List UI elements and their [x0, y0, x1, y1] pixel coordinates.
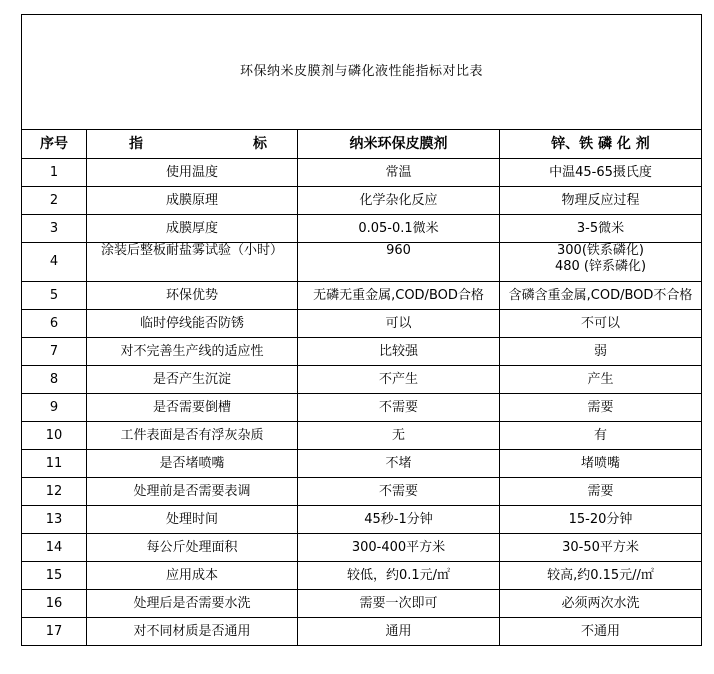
table-row [22, 282, 702, 310]
row-number: 17 [22, 618, 87, 646]
header-seq: 序号 [22, 130, 87, 159]
row-zinc-value: 3-5微米 [500, 215, 702, 243]
row-nano-value: 比较强 [298, 338, 500, 366]
row-zinc-value: 15-20分钟 [500, 506, 702, 534]
title-row [22, 15, 702, 130]
row-zinc-value: 不可以 [500, 310, 702, 338]
row-zinc-line1: 300(铁系磷化) [557, 243, 644, 258]
row-number: 4 [22, 243, 87, 282]
table-row [22, 562, 702, 590]
row-indicator: 是否产生沉淀 [87, 366, 298, 394]
row-indicator: 是否堵喷嘴 [87, 450, 298, 478]
row-indicator: 对不同材质是否通用 [87, 618, 298, 646]
table-row [22, 310, 702, 338]
table-row [22, 534, 702, 562]
table-title: 环保纳米皮膜剂与磷化液性能指标对比表 [22, 15, 702, 130]
row-number: 3 [22, 215, 87, 243]
row-indicator: 处理时间 [87, 506, 298, 534]
row-zinc-value: 较高,约0.15元//㎡ [500, 562, 702, 590]
row-zinc-value: 有 [500, 422, 702, 450]
row-number: 5 [22, 282, 87, 310]
table-row [22, 187, 702, 215]
table-row [22, 159, 702, 187]
comparison-table [21, 14, 702, 646]
row-nano-value: 960 [298, 243, 500, 282]
row-nano-value: 不堵 [298, 450, 500, 478]
row-number: 15 [22, 562, 87, 590]
row-zinc-value: 30-50平方米 [500, 534, 702, 562]
row-zinc-value: 物理反应过程 [500, 187, 702, 215]
row-number: 1 [22, 159, 87, 187]
row-zinc-line2: 480 (锌系磷化) [554, 259, 647, 274]
row-indicator: 每公斤处理面积 [87, 534, 298, 562]
row-nano-value: 0.05-0.1微米 [298, 215, 500, 243]
header-indicator-right: 标 [253, 136, 267, 152]
row-zinc-value: 含磷含重金属,COD/BOD不合格 [500, 282, 702, 310]
row-indicator: 处理前是否需要表调 [87, 478, 298, 506]
row-nano-value: 不需要 [298, 394, 500, 422]
row-zinc-value: 必须两次水洗 [500, 590, 702, 618]
row-number: 2 [22, 187, 87, 215]
row-indicator: 使用温度 [87, 159, 298, 187]
row-number: 11 [22, 450, 87, 478]
header-row [22, 130, 702, 159]
row-number: 12 [22, 478, 87, 506]
header-zinc: 锌、铁 磷 化 剂 [500, 130, 702, 159]
row-zinc-value: 不通用 [500, 618, 702, 646]
row-number: 10 [22, 422, 87, 450]
table-row [22, 243, 702, 282]
row-nano-value: 需要一次即可 [298, 590, 500, 618]
header-indicator [87, 130, 298, 159]
row-nano-value: 较低，约0.1元/㎡ [298, 562, 500, 590]
row-indicator: 临时停线能否防锈 [87, 310, 298, 338]
row-indicator: 环保优势 [87, 282, 298, 310]
table-row [22, 506, 702, 534]
row-nano-value: 常温 [298, 159, 500, 187]
table-row [22, 338, 702, 366]
row-indicator: 成膜厚度 [87, 215, 298, 243]
row-number: 6 [22, 310, 87, 338]
row-nano-value: 可以 [298, 310, 500, 338]
table-row [22, 450, 702, 478]
row-nano-value: 不需要 [298, 478, 500, 506]
header-indicator-left: 指 [129, 136, 143, 152]
row-number: 16 [22, 590, 87, 618]
row-number: 13 [22, 506, 87, 534]
row-nano-value: 化学杂化反应 [298, 187, 500, 215]
table-row [22, 618, 702, 646]
table-row [22, 366, 702, 394]
table-row [22, 590, 702, 618]
row-zinc-value: 中温45-65摄氏度 [500, 159, 702, 187]
row-indicator: 应用成本 [87, 562, 298, 590]
row-indicator: 对不完善生产线的适应性 [87, 338, 298, 366]
row-nano-value: 不产生 [298, 366, 500, 394]
row-indicator: 处理后是否需要水洗 [87, 590, 298, 618]
table-row [22, 394, 702, 422]
row-nano-value: 通用 [298, 618, 500, 646]
row-zinc-value: 弱 [500, 338, 702, 366]
row-number: 8 [22, 366, 87, 394]
row-number: 9 [22, 394, 87, 422]
row-zinc-value [500, 243, 702, 282]
row-nano-value: 无磷无重金属,COD/BOD合格 [298, 282, 500, 310]
row-nano-value: 45秒-1分钟 [298, 506, 500, 534]
row-indicator: 是否需要倒槽 [87, 394, 298, 422]
header-nano: 纳米环保皮膜剂 [298, 130, 500, 159]
row-zinc-value: 产生 [500, 366, 702, 394]
row-zinc-value: 需要 [500, 478, 702, 506]
row-nano-value: 300-400平方米 [298, 534, 500, 562]
row-zinc-value: 堵喷嘴 [500, 450, 702, 478]
table-row [22, 422, 702, 450]
row-indicator: 涂装后整板耐盐雾试验（小时） [87, 243, 298, 282]
row-indicator: 工件表面是否有浮灰杂质 [87, 422, 298, 450]
table-row [22, 478, 702, 506]
row-indicator: 成膜原理 [87, 187, 298, 215]
row-number: 14 [22, 534, 87, 562]
row-zinc-value: 需要 [500, 394, 702, 422]
row-nano-value: 无 [298, 422, 500, 450]
row-number: 7 [22, 338, 87, 366]
table-row [22, 215, 702, 243]
